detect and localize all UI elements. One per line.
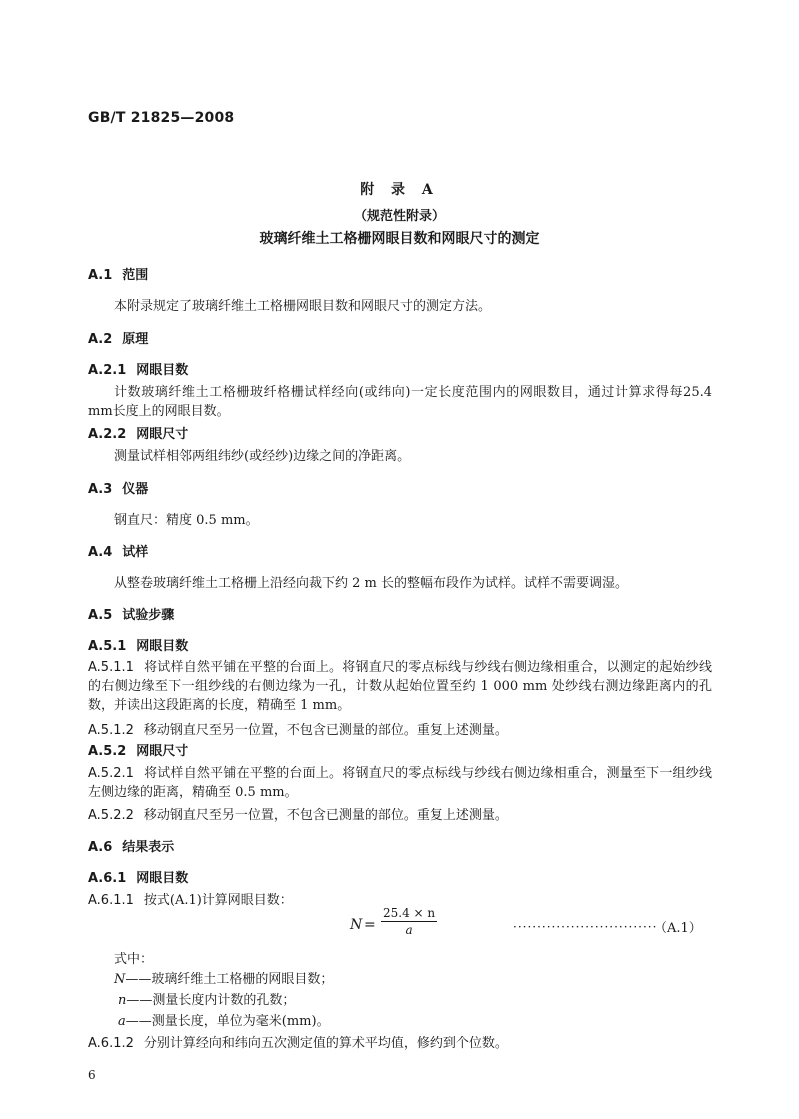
formula-a1 xyxy=(0,905,799,945)
section-heading: A.1 范围 xyxy=(88,268,149,283)
where-item: n——测量长度内计数的孔数； xyxy=(118,993,296,1008)
section-heading: A.3 仪器 xyxy=(88,482,149,497)
formula-numerator: 25.4 × n xyxy=(383,906,436,920)
paragraph: 计数玻璃纤维土工格栅玻纤格栅试样经向(或纬向)一定长度范围内的网眼数目，通过计算求得每25.4 mm长度上的网眼目数。 xyxy=(88,385,712,419)
page-number: 6 xyxy=(88,1068,96,1082)
section-heading: A.5.1 网眼目数 xyxy=(88,639,189,654)
paragraph: 钢直尺：精度 0.5 mm。 xyxy=(114,513,259,528)
section-heading: A.2.2 网眼尺寸 xyxy=(88,427,189,442)
clause: A.5.1.1 将试样自然平铺在平整的台面上。将钢直尺的零点标线与纱线右侧边缘相重合，以测定的起始纱线的右侧边缘至下一组纱线的右侧边缘为一孔，计数从起始位置至约 1 000 mm 处纱线右测边缘距离内的孔数，并读出这段距离的长度，精确至 1 mm。 xyxy=(88,660,712,713)
formula-fraction xyxy=(381,905,437,938)
section-heading: A.2.1 网眼目数 xyxy=(88,363,189,378)
where-item: a——测量长度，单位为毫米(mm)。 xyxy=(118,1014,330,1029)
formula-number: （A.1） xyxy=(654,921,702,936)
formula-lhs: N xyxy=(350,917,363,933)
where-label: 式中： xyxy=(114,952,154,967)
paragraph: 测量试样相邻两组纬纱(或经纱)边缘之间的净距离。 xyxy=(114,449,411,464)
section-heading: A.2 原理 xyxy=(88,332,149,347)
where-item: N——玻璃纤维土工格栅的网眼目数； xyxy=(114,972,334,987)
annex-name: 玻璃纤维土工格栅网眼目数和网眼尺寸的测定 xyxy=(259,231,540,247)
section-heading: A.4 试样 xyxy=(88,545,149,560)
section-heading: A.6 结果表示 xyxy=(88,840,175,855)
clause: A.6.1.2 分别计算经向和纬向五次测定值的算术平均值，修约到个位数。 xyxy=(88,1036,508,1051)
paragraph: 本附录规定了玻璃纤维土工格栅网眼目数和网眼尺寸的测定方法。 xyxy=(114,299,492,314)
clause: A.5.2.1 将试样自然平铺在平整的台面上。将钢直尺的零点标线与纱线右侧边缘相重合，测量至下一组纱线左侧边缘的距离，精确至 0.5 mm。 xyxy=(88,766,712,800)
clause: A.5.1.2 移动钢直尺至另一位置，不包含已测量的部位。重复上述测量。 xyxy=(88,723,508,738)
paragraph: 从整卷玻璃纤维土工格栅上沿经向裁下约 2 m 长的整幅布段作为试样。试样不需要调湿。 xyxy=(114,576,628,591)
formula-equals: = xyxy=(364,917,376,933)
standard-code: GB/T 21825—2008 xyxy=(88,110,235,126)
section-heading: A.5.2 网眼尺寸 xyxy=(88,744,189,759)
clause: A.5.2.2 移动钢直尺至另一位置，不包含已测量的部位。重复上述测量。 xyxy=(88,808,508,823)
section-heading: A.6.1 网眼目数 xyxy=(88,871,189,886)
formula-leader-dots: ······························ xyxy=(513,920,658,934)
section-heading: A.5 试验步骤 xyxy=(88,608,175,623)
annex-title: 附 录 A xyxy=(360,182,439,198)
clause: A.6.1.1 按式(A.1)计算网眼目数： xyxy=(88,893,293,908)
formula-denominator: a xyxy=(405,923,413,937)
annex-type: （规范性附录） xyxy=(353,209,445,224)
